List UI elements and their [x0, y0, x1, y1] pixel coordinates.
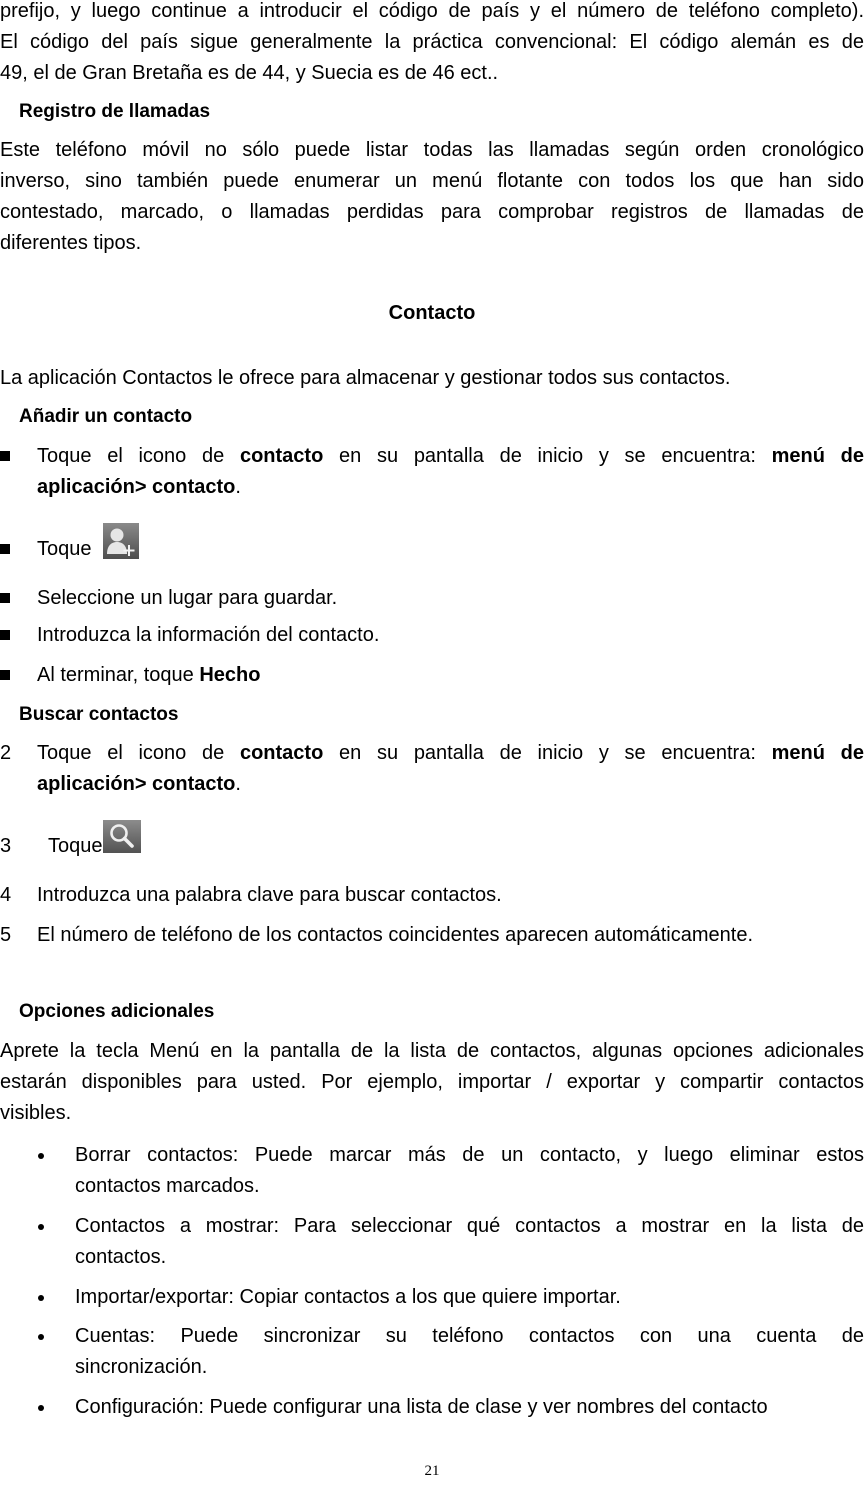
step-bold: menú de	[771, 445, 864, 467]
step-bold: menú de	[771, 742, 864, 764]
opcion-line: contactos marcados.	[75, 1175, 260, 1197]
step-text: Al terminar, toque	[37, 664, 200, 686]
intro-paragraph	[0, 0, 864, 89]
buscar-step-4-text: Introduzca una palabra clave para buscar contactos.	[37, 884, 502, 906]
anadir-step-2-text	[37, 534, 864, 580]
step-bold: Hecho	[199, 664, 261, 686]
contacto-intro	[0, 363, 864, 394]
step-text: Toque	[48, 835, 103, 857]
dot-bullet-icon	[38, 1334, 44, 1340]
intro-line: prefijo, y luego continue a introducir el código de país y el número de teléfono completo).	[0, 0, 864, 22]
step-number: 3	[0, 835, 12, 857]
step-text: Toque	[37, 538, 92, 560]
step-number: 5	[0, 924, 12, 946]
anadir-step-3-text: Seleccione un lugar para guardar.	[37, 587, 338, 609]
step-bold: contacto	[239, 445, 324, 467]
opcion-text	[75, 1211, 864, 1273]
square-bullet-icon	[0, 544, 10, 554]
opcion-line: Cuentas: Puede sincronizar su teléfono contactos con una cuenta de	[75, 1325, 864, 1347]
registro-heading: Registro de llamadas	[19, 101, 211, 122]
buscar-step-3-text	[48, 831, 864, 874]
registro-line: inverso, sino también puede enumerar un menú flotante con todos los que han sido	[0, 170, 864, 192]
square-bullet-icon	[0, 670, 10, 680]
step-text: en su pantalla de inicio y se encuentra:	[323, 445, 772, 467]
intro-line: 49, el de Gran Bretaña es de 44, y Suecia es de 46 ect..	[0, 62, 499, 84]
square-bullet-icon	[0, 451, 10, 461]
search-icon	[103, 820, 141, 863]
opcion-line: Contactos a mostrar: Para seleccionar qué contactos a mostrar en la lista de	[75, 1215, 864, 1237]
add-contact-icon	[103, 523, 139, 569]
buscar-step-5-text: El número de teléfono de los contactos coincidentes aparecen automáticamente.	[37, 924, 753, 946]
opciones-paragraph	[0, 1036, 864, 1129]
dot-bullet-icon	[38, 1224, 44, 1230]
registro-line: Este teléfono móvil no sólo puede listar todas las llamadas según orden cronológico	[0, 139, 864, 161]
square-bullet-icon	[0, 593, 10, 603]
anadir-step-1-text	[37, 441, 864, 503]
anadir-heading: Añadir un contacto	[19, 406, 193, 427]
page-number: 21	[424, 1463, 440, 1479]
step-text: en su pantalla de inicio y se encuentra:	[323, 742, 772, 764]
step-text: .	[235, 773, 241, 795]
step-bold: contacto	[239, 742, 324, 764]
step-bold: aplicación> contacto	[37, 476, 236, 498]
buscar-heading: Buscar contactos	[19, 704, 179, 725]
step-text: Toque el icono de	[37, 742, 240, 764]
step-text: .	[235, 476, 241, 498]
contacto-intro-text: La aplicación Contactos le ofrece para almacenar y gestionar todos sus contactos.	[0, 367, 731, 389]
step-text: Toque el icono de	[37, 445, 240, 467]
square-bullet-icon	[0, 630, 10, 640]
opciones-line: Aprete la tecla Menú en la pantalla de la lista de contactos, algunas opciones adicionales	[0, 1040, 864, 1062]
opcion-text	[75, 1392, 864, 1423]
dot-bullet-icon	[38, 1295, 44, 1301]
dot-bullet-icon	[38, 1153, 44, 1159]
opcion-text	[75, 1282, 864, 1313]
registro-line: contestado, marcado, o llamadas perdidas para comprobar registros de llamadas de	[0, 201, 864, 223]
opcion-line: Configuración: Puede configurar una lista de clase y ver nombres del contacto	[75, 1396, 768, 1418]
opciones-line: visibles.	[0, 1102, 72, 1124]
anadir-step-4-text: Introduzca la información del contacto.	[37, 624, 380, 646]
opcion-line: Borrar contactos: Puede marcar más de un contacto, y luego eliminar estos	[75, 1144, 864, 1166]
opcion-text	[75, 1140, 864, 1202]
step-bold: aplicación> contacto	[37, 773, 236, 795]
step-number: 2	[0, 742, 12, 764]
registro-line: diferentes tipos.	[0, 232, 142, 254]
opcion-line: sincronización.	[75, 1356, 208, 1378]
opciones-line: estarán disponibles para usted. Por ejemplo, importar / exportar y compartir contactos	[0, 1071, 864, 1093]
anadir-step-5-text	[37, 660, 864, 691]
opcion-text	[75, 1321, 864, 1383]
buscar-step-2-text	[37, 738, 864, 800]
dot-bullet-icon	[38, 1405, 44, 1411]
section-title: Contacto	[388, 302, 476, 324]
registro-paragraph	[0, 135, 864, 259]
step-number: 4	[0, 884, 12, 906]
opcion-line: contactos.	[75, 1246, 167, 1268]
opcion-line: Importar/exportar: Copiar contactos a los que quiere importar.	[75, 1286, 621, 1308]
intro-line: El código del país sigue generalmente la práctica convencional: El código alemán es de	[0, 31, 864, 53]
opciones-heading: Opciones adicionales	[19, 1001, 215, 1022]
